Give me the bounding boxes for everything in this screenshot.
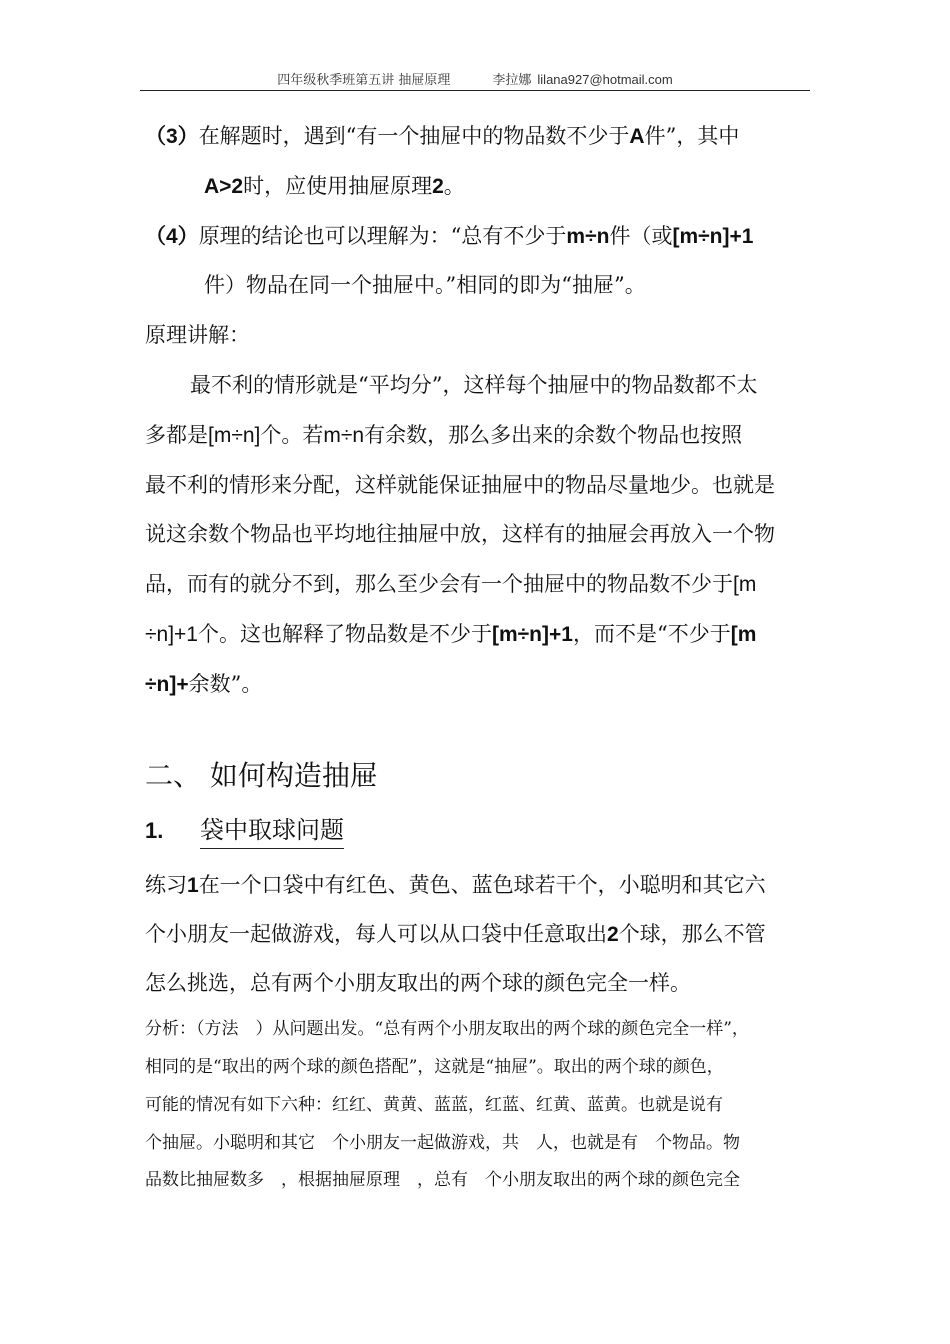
explain-line-1: 最不利的情形就是“平均分”，这样每个抽屉中的物品数都不太 — [190, 373, 758, 397]
item-3-line-2: A>2时，应使用抽屉原理2。 — [204, 174, 465, 198]
analysis-line-1: 分析：（方法 ）从问题出发。“总有两个小朋友取出的两个球的颜色完全一样”， — [145, 1019, 749, 1039]
exercise-line-1: 练习1在一个口袋中有红色、黄色、蓝色球若干个，小聪明和其它六 — [145, 873, 766, 897]
explain-line-4: 说这余数个物品也平均地往抽屉中放，这样有的抽屉会再放入一个物 — [145, 522, 775, 546]
item-3-label: （3） — [145, 125, 199, 148]
page-header — [140, 70, 810, 91]
analysis-line-4: 个抽屉。小聪明和其它 个小朋友一起做游戏，共 人，也就是有 个物品。物 — [145, 1133, 740, 1153]
exercise-line-3: 怎么挑选，总有两个小朋友取出的两个球的颜色完全一样。 — [145, 971, 691, 995]
item-4-label: （4） — [145, 225, 199, 248]
header-course: 四年级秋季班第五讲 抽屉原理 — [277, 73, 451, 88]
explain-line-5: 品，而有的就分不到，那么至少会有一个抽屉中的物品数不少于[m — [145, 572, 757, 596]
analysis-line-5: 品数比抽屉数多 ，根据抽屉原理 ，总有 个小朋友取出的两个球的颜色完全 — [145, 1170, 740, 1190]
explain-heading: 原理讲解： — [145, 323, 250, 347]
explain-line-2: 多都是[m÷n]个。若m÷n有余数，那么多出来的余数个物品也按照 — [145, 423, 743, 447]
analysis-line-3: 可能的情况有如下六种：红红、黄黄、蓝蓝，红蓝、红黄、蓝黄。也就是说有 — [145, 1095, 723, 1115]
analysis-line-2: 相同的是“取出的两个球的颜色搭配”，这就是“抽屉”。取出的两个球的颜色， — [145, 1057, 724, 1077]
subsection-number: 1. — [145, 818, 164, 843]
explain-line-7: ÷n]+余数”。 — [145, 672, 263, 696]
header-author: 李拉娜 — [492, 73, 532, 88]
item-3-line-1: （3）在解题时，遇到“有一个抽屉中的物品数不少于A件”，其中 — [145, 124, 740, 148]
exercise-line-2: 个小朋友一起做游戏，每人可以从口袋中任意取出2个球，那么不管 — [145, 922, 766, 946]
subsection-title: 袋中取球问题 — [200, 814, 344, 849]
explain-line-3: 最不利的情形来分配，这样就能保证抽屉中的物品尽量地少。也就是 — [145, 473, 775, 497]
section-title: 二、 如何构造抽屉 — [145, 759, 378, 792]
header-email: lilana927@hotmail.com — [537, 72, 673, 87]
item-4-line-1: （4）原理的结论也可以理解为：“总有不少于m÷n件（或[m÷n]+1 — [145, 224, 754, 248]
explain-line-6: ÷n]+1个。这也解释了物品数是不少于[m÷n]+1，而不是“不少于[m — [145, 622, 757, 646]
item-4-line-2: 件）物品在同一个抽屉中。”相同的即为“抽屉”。 — [204, 273, 646, 297]
